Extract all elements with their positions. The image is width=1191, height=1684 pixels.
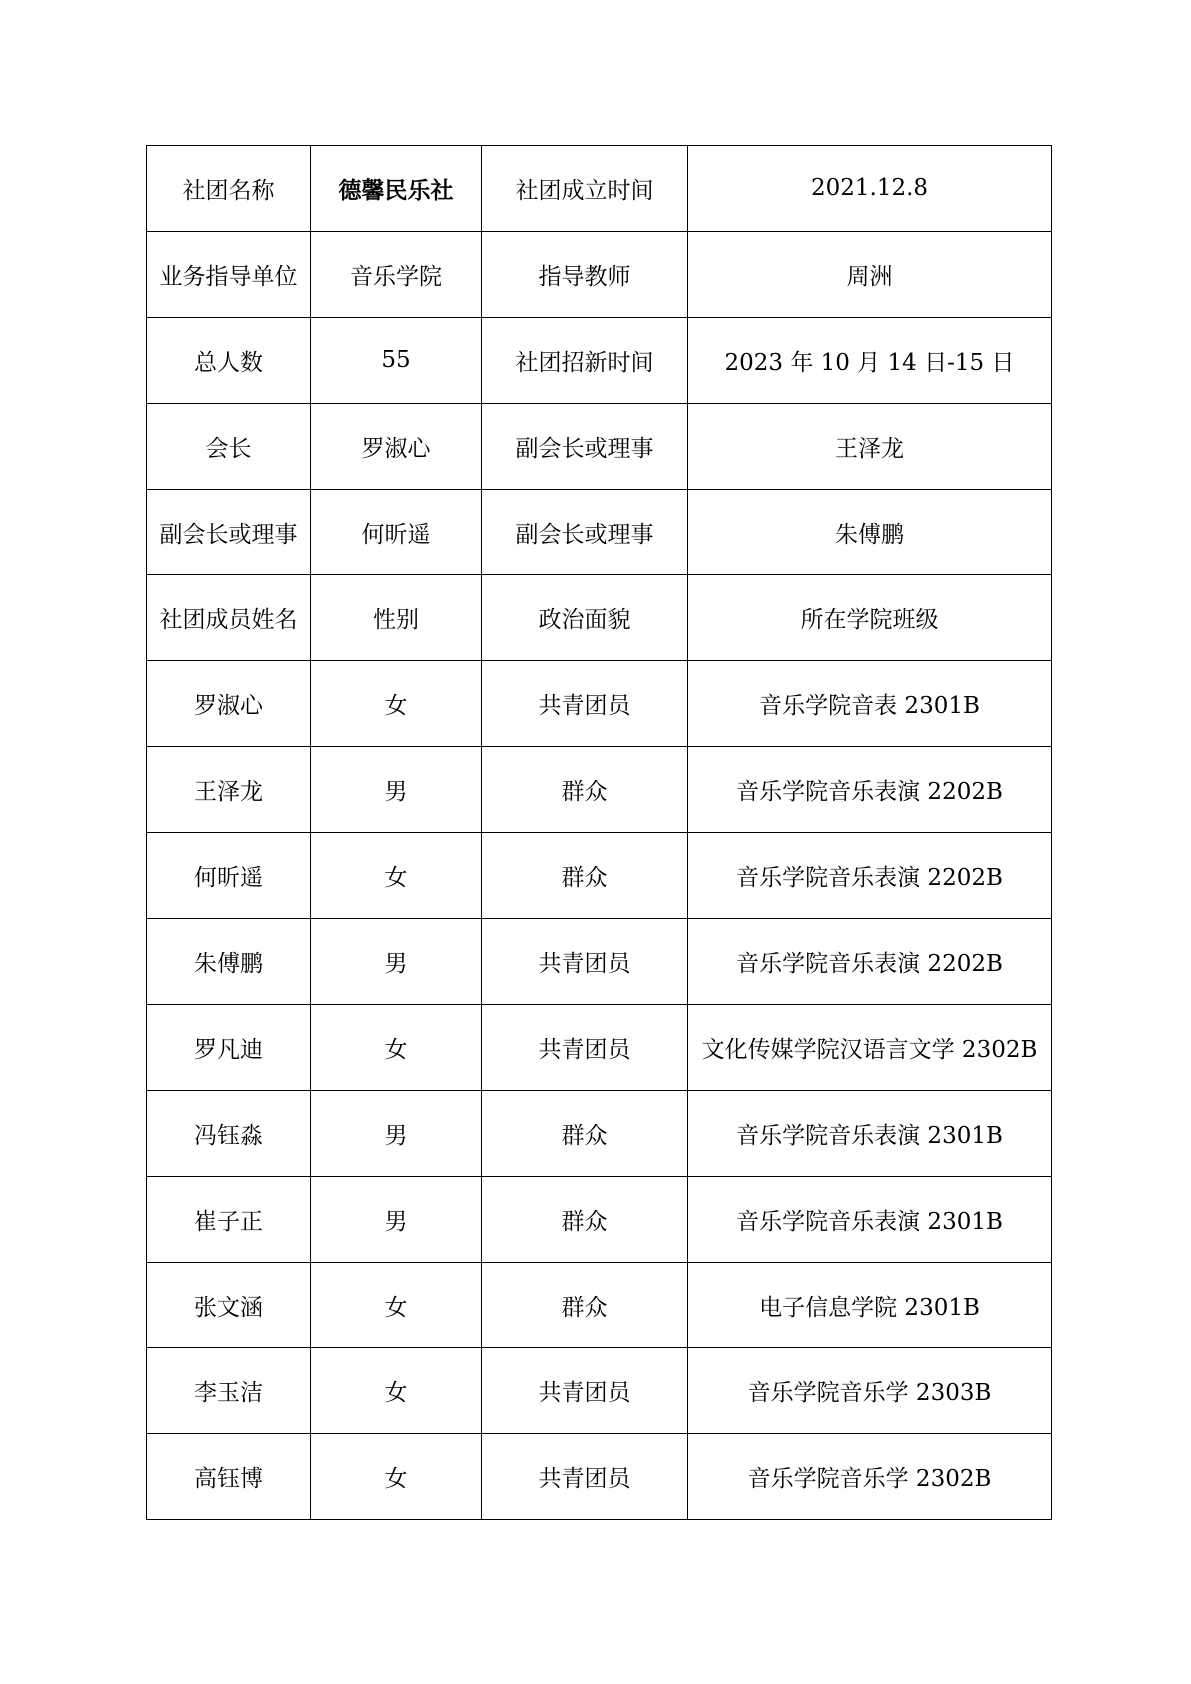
member-name: 李玉洁 <box>147 1348 311 1434</box>
header-gender: 性别 <box>311 575 482 661</box>
president-label: 会长 <box>147 403 311 489</box>
member-row <box>147 1262 1052 1348</box>
member-name: 冯钰淼 <box>147 1090 311 1176</box>
club-name-label: 社团名称 <box>147 146 311 232</box>
member-row <box>147 661 1052 747</box>
member-gender: 女 <box>311 1348 482 1434</box>
member-political-status: 共青团员 <box>482 1004 688 1090</box>
header-college-class: 所在学院班级 <box>688 575 1052 661</box>
info-row <box>147 317 1052 403</box>
member-name: 崔子正 <box>147 1176 311 1262</box>
member-row <box>147 747 1052 833</box>
member-name: 王泽龙 <box>147 747 311 833</box>
member-political-status: 共青团员 <box>482 1348 688 1434</box>
member-political-status: 群众 <box>482 1090 688 1176</box>
member-political-status: 群众 <box>482 833 688 919</box>
member-gender: 女 <box>311 1434 482 1520</box>
advisor-teacher-label: 指导教师 <box>482 231 688 317</box>
member-name: 罗凡迪 <box>147 1004 311 1090</box>
header-name: 社团成员姓名 <box>147 575 311 661</box>
member-row <box>147 1090 1052 1176</box>
president-value: 罗淑心 <box>311 403 482 489</box>
vice-president-label-1: 副会长或理事 <box>482 403 688 489</box>
info-row <box>147 489 1052 575</box>
vice-president-value-2: 何昕遥 <box>311 489 482 575</box>
member-name: 张文涵 <box>147 1262 311 1348</box>
member-gender: 男 <box>311 747 482 833</box>
member-college-class: 音乐学院音乐表演 2202B <box>688 747 1052 833</box>
member-gender: 女 <box>311 661 482 747</box>
vice-president-value-1: 王泽龙 <box>688 403 1052 489</box>
member-political-status: 群众 <box>482 747 688 833</box>
member-political-status: 群众 <box>482 1262 688 1348</box>
member-gender: 女 <box>311 1262 482 1348</box>
member-name: 罗淑心 <box>147 661 311 747</box>
recruit-time-value: 2023 年 10 月 14 日-15 日 <box>688 317 1052 403</box>
table-body <box>147 146 1052 1520</box>
member-name: 高钰博 <box>147 1434 311 1520</box>
member-gender: 女 <box>311 833 482 919</box>
member-row <box>147 919 1052 1005</box>
total-members-label: 总人数 <box>147 317 311 403</box>
advisor-unit-label: 业务指导单位 <box>147 231 311 317</box>
member-college-class: 音乐学院音表 2301B <box>688 661 1052 747</box>
member-name: 朱傅鹏 <box>147 919 311 1005</box>
member-gender: 男 <box>311 919 482 1005</box>
member-name: 何昕遥 <box>147 833 311 919</box>
club-info-table <box>146 145 1052 1520</box>
club-name-value: 德馨民乐社 <box>311 146 482 232</box>
founded-value: 2021.12.8 <box>688 146 1052 232</box>
info-row <box>147 231 1052 317</box>
info-row <box>147 146 1052 232</box>
member-row <box>147 1004 1052 1090</box>
founded-label: 社团成立时间 <box>482 146 688 232</box>
member-gender: 女 <box>311 1004 482 1090</box>
member-gender: 男 <box>311 1176 482 1262</box>
member-political-status: 群众 <box>482 1176 688 1262</box>
vice-president-label-3: 副会长或理事 <box>482 489 688 575</box>
advisor-teacher-value: 周洲 <box>688 231 1052 317</box>
member-college-class: 音乐学院音乐表演 2301B <box>688 1176 1052 1262</box>
member-gender: 男 <box>311 1090 482 1176</box>
member-college-class: 音乐学院音乐表演 2202B <box>688 833 1052 919</box>
member-row <box>147 1434 1052 1520</box>
member-college-class: 音乐学院音乐表演 2301B <box>688 1090 1052 1176</box>
member-political-status: 共青团员 <box>482 1434 688 1520</box>
total-members-value: 55 <box>311 317 482 403</box>
member-row <box>147 1348 1052 1434</box>
member-college-class: 音乐学院音乐学 2303B <box>688 1348 1052 1434</box>
advisor-unit-value: 音乐学院 <box>311 231 482 317</box>
vice-president-label-2: 副会长或理事 <box>147 489 311 575</box>
member-college-class: 文化传媒学院汉语言文学 2302B <box>688 1004 1052 1090</box>
member-college-class: 音乐学院音乐表演 2202B <box>688 919 1052 1005</box>
vice-president-value-3: 朱傅鹏 <box>688 489 1052 575</box>
recruit-time-label: 社团招新时间 <box>482 317 688 403</box>
info-row <box>147 403 1052 489</box>
member-header-row <box>147 575 1052 661</box>
member-college-class: 音乐学院音乐学 2302B <box>688 1434 1052 1520</box>
member-college-class: 电子信息学院 2301B <box>688 1262 1052 1348</box>
header-political-status: 政治面貌 <box>482 575 688 661</box>
member-political-status: 共青团员 <box>482 919 688 1005</box>
member-political-status: 共青团员 <box>482 661 688 747</box>
member-row <box>147 833 1052 919</box>
member-row <box>147 1176 1052 1262</box>
